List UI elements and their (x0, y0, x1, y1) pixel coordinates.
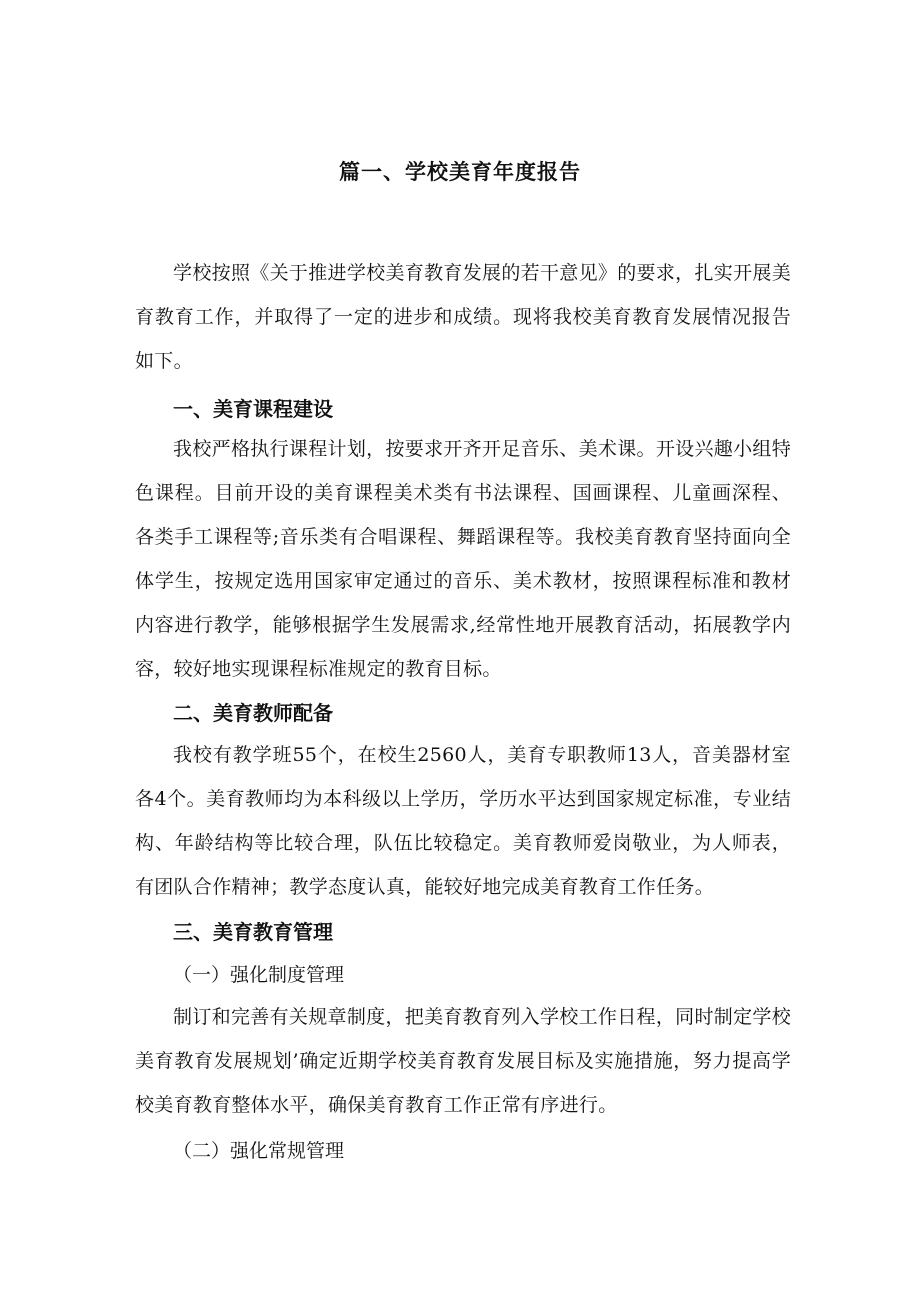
subheading-system-management: （一）强化制度管理 (173, 964, 345, 986)
section-heading-curriculum: 一、美育课程建设 (173, 397, 333, 421)
section-heading-management: 三、美育教育管理 (173, 920, 333, 944)
intro-paragraph: 学校按照《关于推进学校美育教育发展的若干意见》的要求，扎实开展美育教育工作，并取得了一定的进步和成绩。现将我校美育教育发展情况报告如下。 (135, 262, 791, 372)
document-title: 篇一、学校美育年度报告 (339, 160, 581, 184)
subheading-routine-management: （二）强化常规管理 (173, 1140, 345, 1162)
section-body-teachers: 我校有教学班55个，在校生2560人，美育专职教师13人，音美器材室各4个。美育教师均为本科级以上学历，学历水平达到国家规定标准，专业结构、年龄结构等比较合理，队伍比较稳定。美育教师爱岗敬业，为人师表，有团队合作精神；教学态度认真，能较好地完成美育教育工作任务。 (135, 744, 791, 898)
paragraph-system-management: 制订和完善有关规章制度，把美育教育列入学校工作日程，同时制定学校美育教育发展规划’确定近期学校美育教育发展目标及实施措施，努力提高学校美育教育整体水平，确保美育教育工作正常有序进行。 (135, 1006, 791, 1116)
section-heading-teachers: 二、美育教师配备 (173, 701, 333, 725)
section-body-curriculum: 我校严格执行课程计划，按要求开齐开足音乐、美术课。开设兴趣小组特色课程。目前开设的美育课程美术类有书法课程、国画课程、儿童画深程、各类手工课程等;音乐类有合唱课程、舞蹈课程等。我校美育教育坚持面向全体学生，按规定选用国家审定通过的音乐、美术教材，按照课程标准和教材内容进行教学，能够根据学生发展需求,经常性地开展教育活动，拓展教学内容，较好地实现课程标准规定的教育目标。 (135, 438, 791, 680)
